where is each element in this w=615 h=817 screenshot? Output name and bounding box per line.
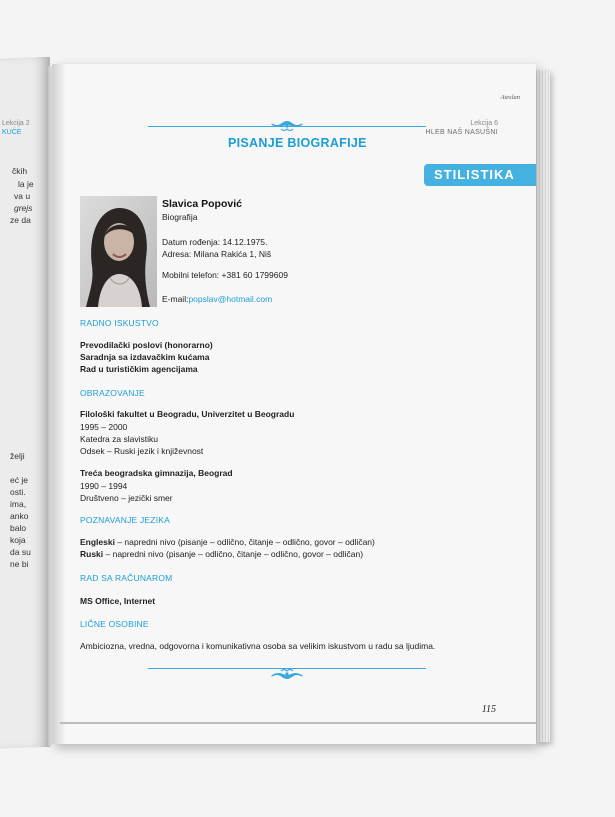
edu1-major: Odsek – Ruski jezik i književnost	[80, 446, 204, 456]
cv-name: Slavica Popović	[162, 198, 242, 210]
lesson-label: Lekcija 6	[470, 120, 498, 127]
work-heading: RADNO ISKUSTVO	[80, 318, 159, 328]
email-link[interactable]: popslav@hotmail.com	[188, 294, 273, 304]
book-page	[52, 64, 536, 744]
section-tab: STILISTIKA	[424, 164, 536, 186]
work-item: Prevodilački poslovi (honorarno)	[80, 340, 213, 350]
edu1-years: 1995 – 2000	[80, 422, 128, 432]
left-line: ze da	[10, 215, 31, 225]
left-page	[0, 57, 50, 749]
left-line: la je	[18, 179, 34, 189]
page-bottom-bar	[60, 722, 536, 724]
left-line: čkih	[12, 166, 28, 176]
language-detail: – napredni nivo (pisanje – odlično, čitanje – odlično, govor – odličan)	[103, 549, 364, 559]
left-line: eć je	[10, 475, 28, 485]
edu2-years: 1990 – 1994	[80, 481, 128, 491]
edu2-track: Društveno – jezički smer	[80, 493, 173, 503]
language-row	[80, 537, 375, 547]
left-line: va u	[14, 191, 31, 201]
running-header: Ateslan	[500, 94, 520, 101]
email-label: E-mail:	[162, 294, 189, 304]
language-name: Engleski	[80, 537, 115, 547]
computer-heading: RAD SA RAČUNAROM	[80, 573, 173, 583]
left-line: ne bi	[10, 559, 29, 569]
work-item: Saradnja sa izdavačkim kućama	[80, 352, 210, 362]
left-line: koja	[10, 535, 26, 545]
cv-dob: Datum rođenja: 14.12.1975.	[162, 237, 268, 247]
personal-heading: LIČNE OSOBINE	[80, 619, 149, 629]
education-heading: OBRAZOVANJE	[80, 388, 145, 398]
cv-email-row	[162, 294, 272, 304]
languages-heading: POZNAVANJE JEZIKA	[80, 515, 170, 525]
left-line: balo	[10, 523, 27, 533]
page-title: PISANJE BIOGRAFIJE	[228, 136, 367, 150]
computer-skills: MS Office, Internet	[80, 596, 156, 606]
left-line: da su	[10, 547, 31, 557]
cv-address: Adresa: Milana Rakića 1, Niš	[162, 249, 272, 259]
cv-phone: Mobilni telefon: +381 60 1799609	[162, 270, 288, 280]
left-line: osti.	[10, 487, 26, 497]
lesson-title: HLEB NAŠ NASUŠNI	[425, 129, 498, 136]
lesson-header	[426, 119, 499, 137]
portrait-photo	[80, 196, 157, 307]
language-detail: – napredni nivo (pisanje – odlično, čitanje – odlično, govor – odličan)	[114, 537, 375, 547]
language-row	[80, 549, 363, 559]
left-line: ima,	[10, 499, 27, 509]
page-number: 115	[481, 704, 496, 715]
left-lesson-title: KUĆE	[2, 129, 22, 136]
edu1-dept: Katedra za slavistiku	[80, 434, 158, 444]
ornament-bottom-icon	[267, 667, 307, 681]
personal-traits: Ambiciozna, vredna, odgovorna i komunikativna osoba sa velikim iskustvom u radu sa ljudima.	[80, 641, 436, 651]
language-name: Ruski	[80, 549, 104, 559]
top-rule	[148, 126, 426, 127]
left-line: želji	[10, 451, 25, 461]
left-lesson-label: Lekcija 2	[2, 120, 30, 127]
edu2-title: Treća beogradska gimnazija, Beograd	[80, 468, 233, 478]
work-item: Rad u turističkim agencijama	[80, 364, 198, 374]
cv-subtitle: Biografija	[162, 212, 198, 222]
page-stack-edge	[536, 70, 550, 742]
left-line: anko	[10, 511, 29, 521]
edu1-title: Filološki fakultet u Beogradu, Univerzitet u Beogradu	[80, 409, 295, 419]
left-line: grejs	[14, 203, 33, 213]
